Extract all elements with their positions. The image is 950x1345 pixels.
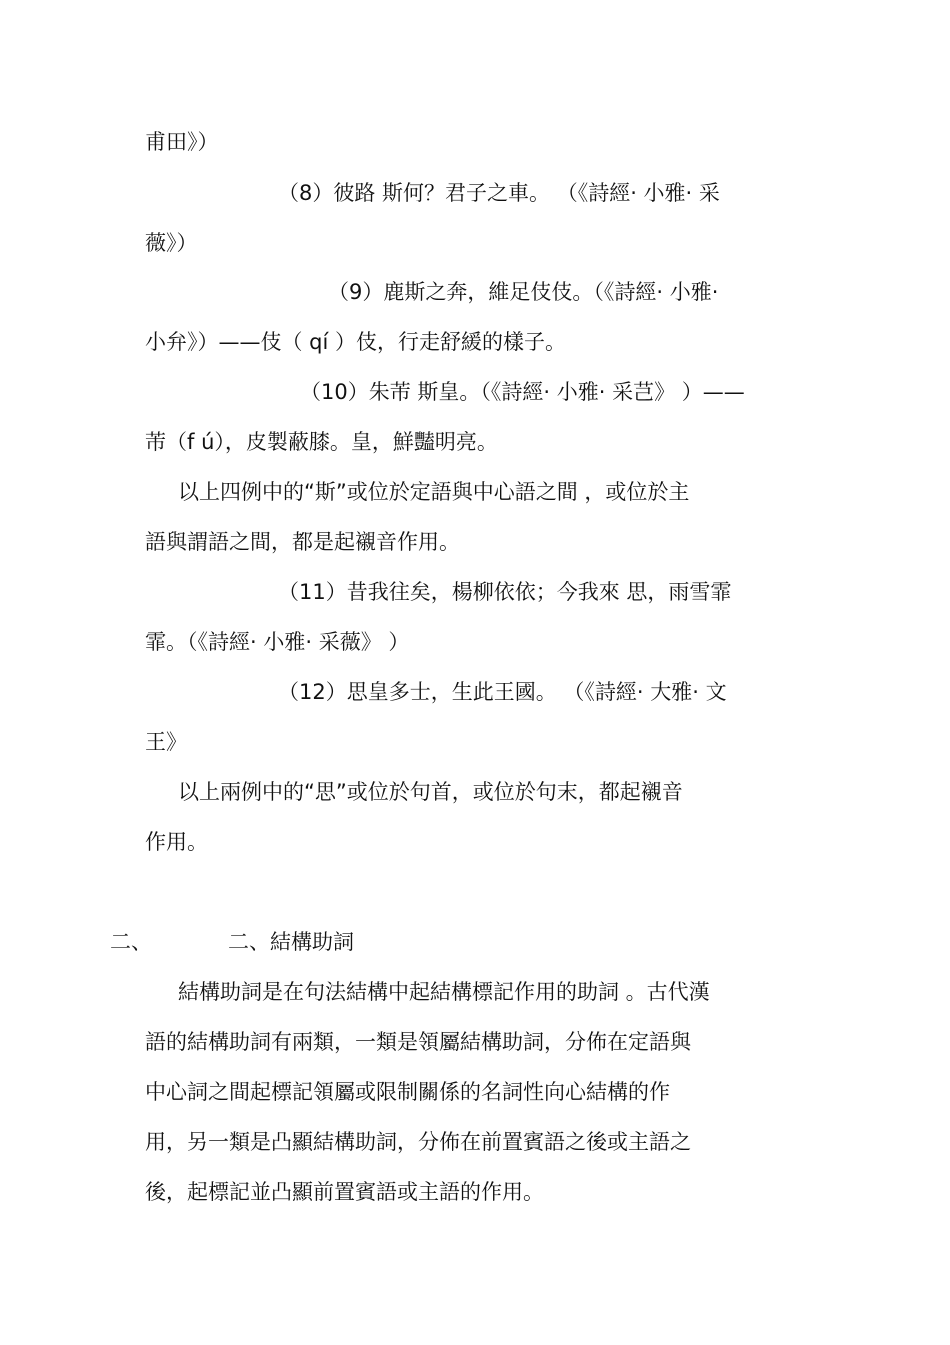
text-line-15: 作用。 bbox=[145, 830, 208, 854]
text-line-1: 甫田》） bbox=[145, 130, 219, 154]
text-line-6: （10）朱芾 斯皇。（《詩經· 小雅· 采芑》 ）—— bbox=[300, 380, 745, 404]
text-line-9: 語與謂語之間，都是起襯音作用。 bbox=[145, 530, 460, 554]
text-line-14: 以上兩例中的“思”或位於句首，或位於句末，都起襯音 bbox=[178, 780, 683, 804]
text-line-20: 後，起標記並凸顯前置賓語或主語的作用。 bbox=[145, 1180, 544, 1204]
text-line-13: 王》 bbox=[145, 730, 187, 754]
section-heading: 二、結構助詞 bbox=[228, 930, 354, 954]
text-line-8: 以上四例中的“斯”或位於定語與中心語之間 ，或位於主 bbox=[178, 480, 690, 504]
text-line-3: 薇》） bbox=[145, 231, 198, 255]
text-line-2: （8）彼路 斯何？君子之車。 （《詩經· 小雅· 采 bbox=[278, 181, 720, 205]
section-number: 二、 bbox=[110, 930, 152, 954]
text-line-11: 霏。（《詩經· 小雅· 采薇》 ） bbox=[145, 630, 410, 654]
text-line-4: （9）鹿斯之奔，維足伎伎。（《詩經· 小雅· bbox=[328, 280, 719, 304]
text-line-10: （11）昔我往矣，楊柳依依；今我來 思，雨雪霏 bbox=[278, 580, 732, 604]
text-line-16: 結構助詞是在句法結構中起結構標記作用的助詞 。古代漢 bbox=[178, 980, 710, 1004]
text-line-18: 中心詞之間起標記領屬或限制關係的名詞性向心結構的作 bbox=[145, 1080, 670, 1104]
text-line-19: 用，另一類是凸顯結構助詞，分佈在前置賓語之後或主語之 bbox=[145, 1130, 691, 1154]
text-line-12: （12）思皇多士，生此王國。 （《詩經· 大雅· 文 bbox=[278, 680, 727, 704]
text-line-5: 小弁》）——伎（ qí ）伎，行走舒緩的樣子。 bbox=[145, 330, 567, 354]
text-line-7: 芾（f ú），皮製蔽膝。皇，鮮豔明亮。 bbox=[145, 430, 498, 454]
text-line-17: 語的結構助詞有兩類，一類是領屬結構助詞，分佈在定語與 bbox=[145, 1030, 691, 1054]
